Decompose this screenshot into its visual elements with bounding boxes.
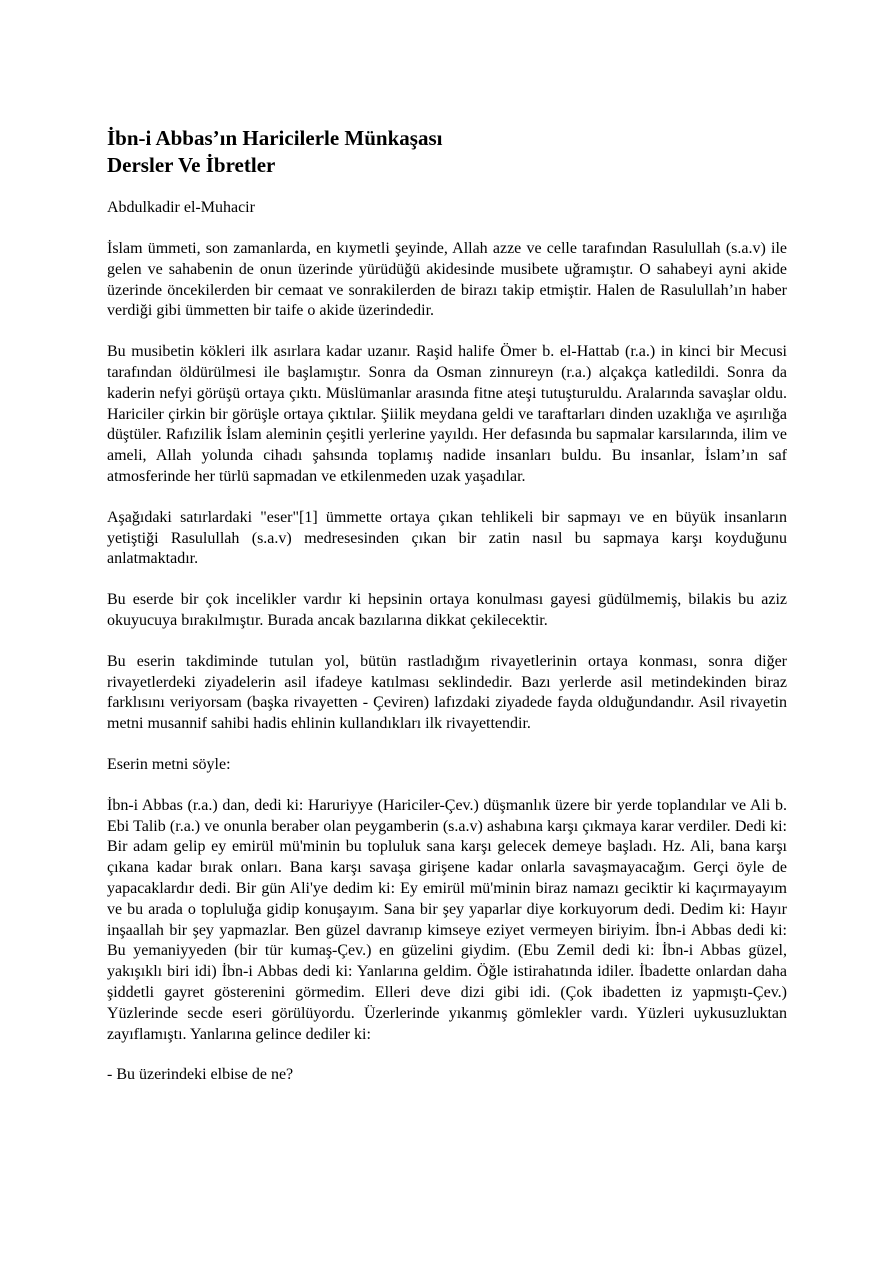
paragraph-2: Bu musibetin kökleri ilk asırlara kadar uzanır. Raşid halife Ömer b. el-Hattab (r.a.) in kinci bir Mecusi tarafından öldürülmesi ile başlamıştır. Sonra da Osman zinnureyn (r.a.) alçakça katledildi. Sonra da kaderin nefyi görüşü ortaya çıktı. Müslümanlar arasında fitne ateşi tutuşturuldu. Aralarında savaşlar oldu. Hariciler çirkin bir görüşle ortaya çıktılar. Şiilik meydana geldi ve taraftarları dinden uzaklığa ve aşırılığa düştüler. Rafızilik İslam aleminin çeşitli yerlerine yayıldı. Her defasında bu sapmalar karsılarında, ilim ve ameli, Allah yolunda cihadı şahsında toplamış nadide insanları buldu. Bu insanlar, İslam’ın saf atmosferinde her türlü sapmadan ve etkilenmeden uzak yaşadılar.	[107, 343, 787, 485]
document-page	[107, 125, 787, 1086]
title-line-2: Dersler Ve İbretler	[107, 153, 276, 177]
paragraph-3: Aşağıdaki satırlardaki "eser"[1] ümmette ortaya çıkan tehlikeli bir sapmayı ve en büyük insanların yetiştiği Rasulullah (s.a.v) medresesinden çıkan bir zatin nasıl bu sapmaya karşı koyduğunu anlatmaktadır.	[107, 508, 787, 568]
paragraph-7: İbn-i Abbas (r.a.) dan, dedi ki: Haruriyye (Hariciler-Çev.) düşmanlık üzere bir yerde toplandılar ve Ali b. Ebi Talib (r.a.) ve onunla beraber olan peygamberin (s.a.v) ashabına karşı çıkmaya karar verdiler. Dedi ki: Bir adam gelip ey emirül mü'minin bu topluluk sana karşı gelecek demeye başladı. Hz. Ali, bana karşı çıkana kadar bırak onları. Bana karşı savaşa girişene kadar onlarla savaşmayacağım. Gerçi öyle de yapacaklardır dedi. Bir gün Ali'ye dedim ki: Ey emirül mü'minin biraz namazı geciktir ki kaçırmayayım ve bu arada o topluluğa gidip konuşayım. Sana bir şey yaparlar diye korkuyorum dedi. Dedim ki: Hayır inşaallah bir şey yapmazlar. Ben güzel davranıp kimseye eziyet vermeyen biriyim. İbn-i Abbas dedi ki: Bu yemaniyyeden (bir tür kumaş-Çev.) en güzelini giydim. (Ebu Zemil dedi ki: İbn-i Abbas güzel, yakışıklı biri idi) İbn-i Abbas dedi ki: Yanlarına geldim. Öğle istirahatında idiler. İbadette onlardan daha şiddetli gayret gösterenini görmedim. Elleri deve dizi gibi idi. (Çok ibadetten iz yapmıştı-Çev.) Yüzlerinde secde eseri görülüyordu. Üzerlerinde yıkanmış gömlekler vardı. Yüzleri uykusuzluktan zayıflamıştı. Yanlarına gelince dediler ki:	[107, 796, 787, 1043]
document-title	[107, 125, 787, 179]
paragraph-5: Bu eserin takdiminde tutulan yol, bütün rastladığım rivayetlerinin ortaya konması, sonra diğer rivayetlerdeki ziyadelerin asil ifadeye katılması seklindedir. Bazı yerlerde asil metindekinden biraz farklısını veriyorsam (başka rivayetten - Çeviren) lafızdaki ziyadede fayda olduğundandır. Asil rivayetin metni musannif sahibi hadis ehlinin kullandıkları ilk rivayettendir.	[107, 652, 787, 733]
title-line-1: İbn-i Abbas’ın Haricilerle Münkaşası	[107, 126, 443, 150]
paragraph-1: İslam ümmeti, son zamanlarda, en kıymetli şeyinde, Allah azze ve celle tarafından Rasulullah (s.a.v) ile gelen ve sahabenin de onun üzerinde yürüdüğü akidesinde musibete uğramıştır. O sahabeyi ayni akide üzerinde öncekilerden bir cemaat ve sonrakilerden de birazı takip etmiştir. Halen de Rasulullah’ın haber verdiği gibi ümmetten bir taife o akide üzerindedir.	[107, 240, 787, 320]
paragraph-8: - Bu üzerindeki elbise de ne?	[107, 1066, 294, 1084]
paragraph-4: Bu eserde bir çok incelikler vardır ki hepsinin ortaya konulması gayesi güdülmemiş, bilakis bu aziz okuyucuya bırakılmıştır. Burada ancak bazılarına dikkat çekilecektir.	[107, 591, 787, 629]
author-name: Abdulkadir el-Muhacir	[107, 199, 255, 216]
paragraph-6: Eserin metni söyle:	[107, 755, 231, 773]
